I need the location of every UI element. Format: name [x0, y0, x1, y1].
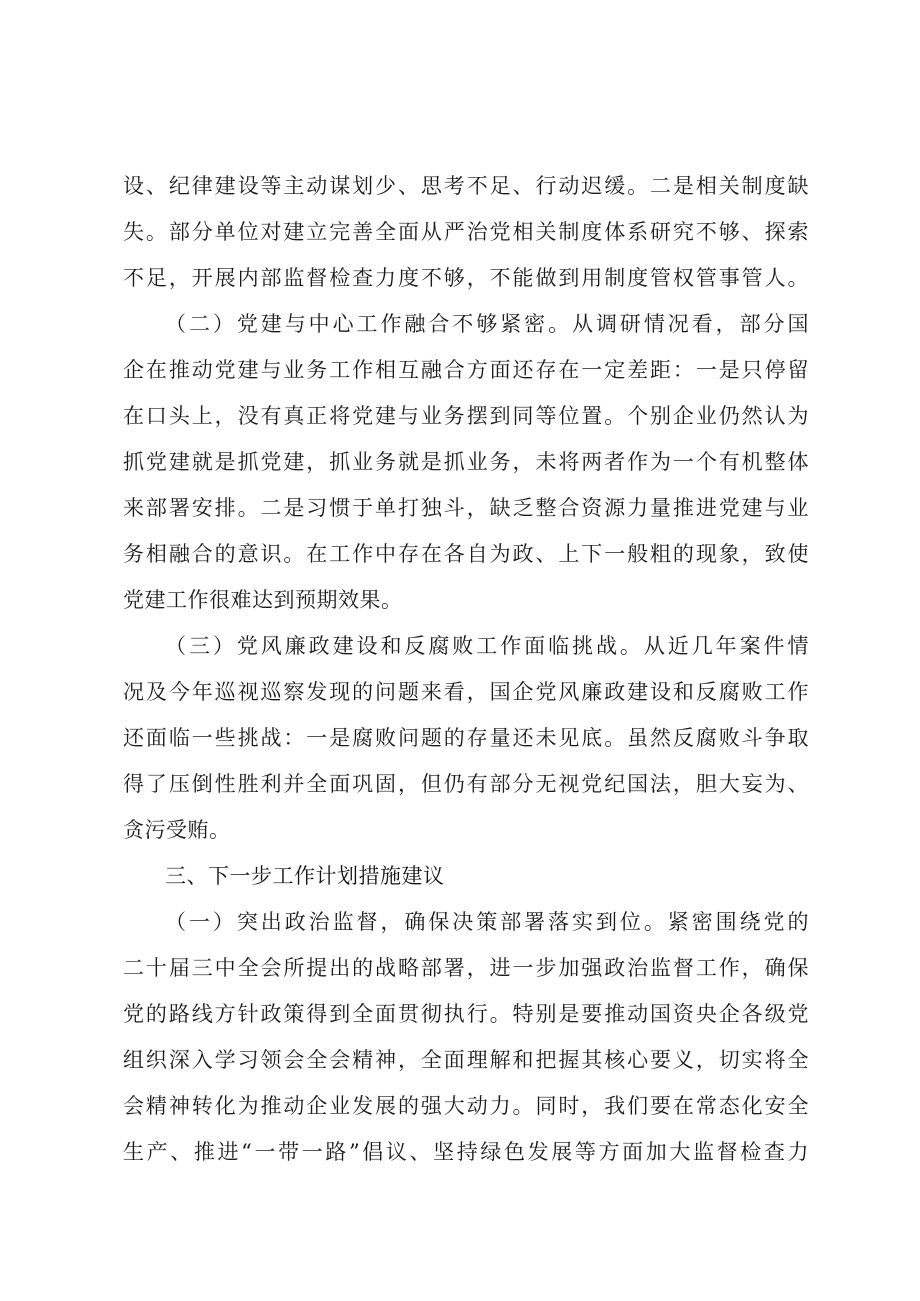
text-line: 会精神转化为推动企业发展的强大动力。同时，我们要在常态化安全: [123, 1094, 809, 1118]
text-line: （三）党风廉政建设和反腐败工作面临挑战。从近几年案件情: [165, 634, 809, 658]
text-line: 况及今年巡视巡察发现的问题来看，国企党风廉政建设和反腐败工作: [123, 680, 809, 704]
text-line: 二十届三中全会所提出的战略部署，进一步加强政治监督工作，确保: [123, 956, 809, 980]
text-line: （二）党建与中心工作融合不够紧密。从调研情况看，部分国: [165, 312, 809, 336]
section-heading: 三、下一步工作计划措施建议: [165, 864, 445, 888]
text-line: 不足，开展内部监督检查力度不够，不能做到用制度管权管事管人。: [123, 266, 809, 290]
text-line: 在口头上，没有真正将党建与业务摆到同等位置。个别企业仍然认为: [123, 404, 809, 428]
text-line: 组织深入学习领会全会精神，全面理解和把握其核心要义，切实将全: [123, 1048, 809, 1072]
text-line: 生产、推进“一带一路”倡议、坚持绿色发展等方面加大监督检查力: [123, 1140, 809, 1164]
text-line: 抓党建就是抓党建，抓业务就是抓业务，未将两者作为一个有机整体: [123, 450, 809, 474]
text-line: 设、纪律建设等主动谋划少、思考不足、行动迟缓。二是相关制度缺: [123, 174, 809, 198]
paragraph-4: [123, 899, 809, 1175]
text-line: （一）突出政治监督，确保决策部署落实到位。紧密围绕党的: [165, 910, 809, 934]
text-line: 党的路线方针政策得到全面贯彻执行。特别是要推动国资央企各级党: [123, 1002, 809, 1026]
paragraph-3: [123, 623, 809, 853]
paragraph-2: [123, 301, 809, 623]
document-body: [123, 163, 809, 1175]
text-line: 企在推动党建与业务工作相互融合方面还存在一定差距：一是只停留: [123, 358, 809, 382]
text-line: 还面临一些挑战：一是腐败问题的存量还未见底。虽然反腐败斗争取: [123, 726, 809, 750]
text-line: 党建工作很难达到预期效果。: [123, 588, 403, 612]
text-line: 贪污受贿。: [123, 818, 231, 842]
text-line: 得了压倒性胜利并全面巩固，但仍有部分无视党纪国法，胆大妄为、: [123, 772, 809, 796]
text-line: 失。部分单位对建立完善全面从严治党相关制度体系研究不够、探索: [123, 220, 809, 244]
text-line: 来部署安排。二是习惯于单打独斗，缺乏整合资源力量推进党建与业: [123, 496, 809, 520]
paragraph-1: [123, 163, 809, 301]
text-line: 务相融合的意识。在工作中存在各自为政、上下一般粗的现象，致使: [123, 542, 809, 566]
